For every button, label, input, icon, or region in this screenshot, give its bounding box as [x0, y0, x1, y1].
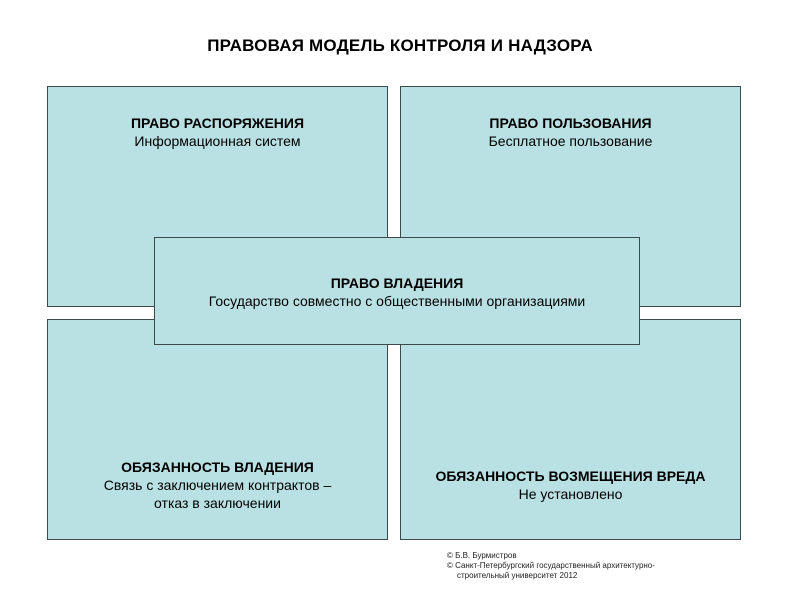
copyright-author: © Б.В. Бурмистров [447, 551, 517, 560]
copyright-institution: © Санкт-Петербургский государственный архитектурно- [447, 561, 655, 570]
copyright-institution-cont: строительный университет 2012 [457, 571, 578, 580]
box-heading: ПРАВО ПОЛЬЗОВАНИЯ [489, 115, 652, 131]
box-duty-of-ownership [47, 319, 388, 540]
box-right-of-possession [154, 237, 640, 345]
box-heading: ОБЯЗАННОСТЬ ВЛАДЕНИЯ [121, 459, 314, 475]
box-text: Государство совместно с общественными организациями [208, 293, 586, 309]
box-text-line-2: отказ в заключении [154, 495, 281, 511]
box-heading: ОБЯЗАННОСТЬ ВОЗМЕЩЕНИЯ ВРЕДА [435, 468, 706, 484]
box-text: Бесплатное пользование [488, 133, 653, 149]
box-heading: ПРАВО ВЛАДЕНИЯ [330, 275, 464, 291]
box-duty-of-compensation [400, 319, 741, 540]
page-title: ПРАВОВАЯ МОДЕЛЬ КОНТРОЛЯ И НАДЗОРА [207, 36, 593, 55]
copyright-footer [447, 551, 747, 581]
box-text: Информационная систем [134, 133, 301, 149]
box-text: Не установлено [518, 486, 623, 502]
box-heading: ПРАВО РАСПОРЯЖЕНИЯ [130, 115, 305, 131]
box-text-line-1: Связь с заключением контрактов – [103, 477, 332, 493]
